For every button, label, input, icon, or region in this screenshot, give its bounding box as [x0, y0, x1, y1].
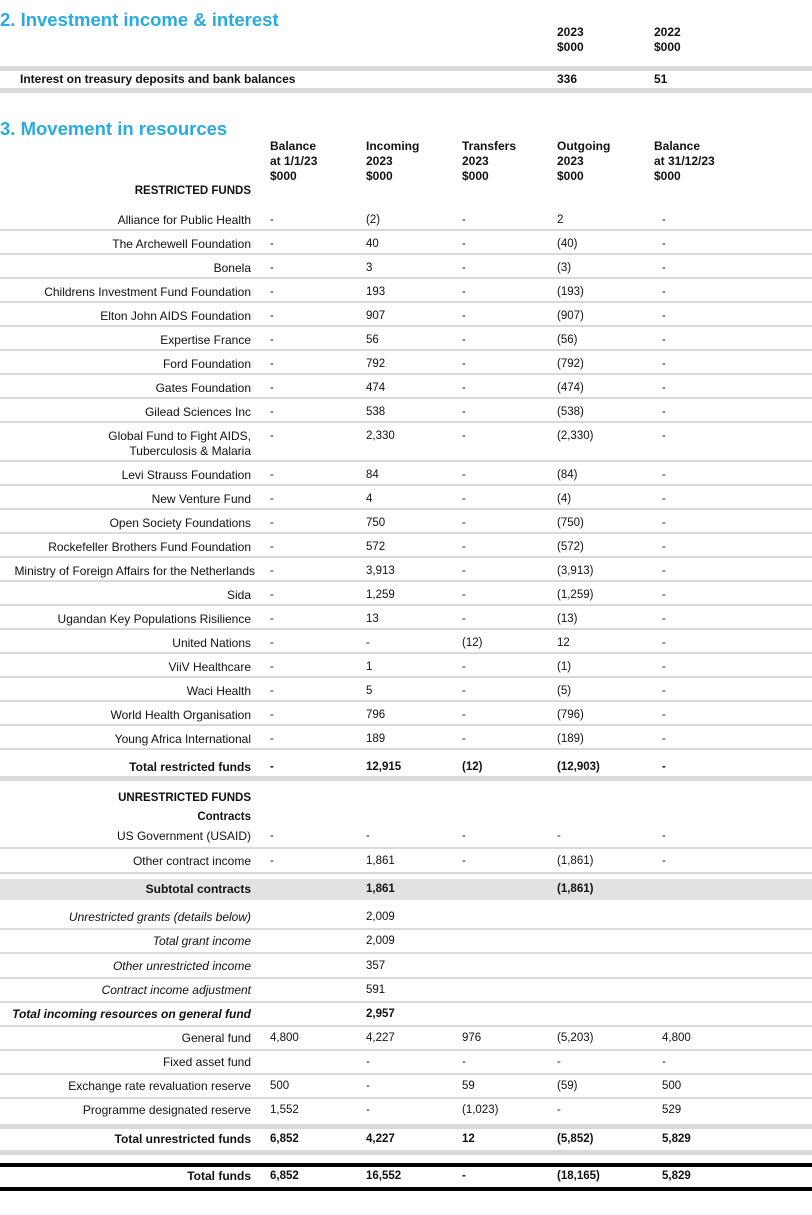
- contract-row-divider: [0, 847, 812, 849]
- restricted-row-divider: [0, 373, 812, 375]
- value-cell: 2,330: [366, 430, 395, 442]
- header-text: $000: [557, 169, 584, 183]
- contract-row-label: Other contract income: [132, 854, 251, 868]
- restricted-row-label: Ford Foundation: [162, 357, 251, 371]
- value-cell: -: [462, 286, 466, 298]
- value-cell: (4): [557, 493, 572, 505]
- restricted-row-divider: [0, 484, 812, 486]
- value-cell: 12,915: [366, 761, 402, 773]
- header-text: Transfers: [462, 139, 517, 153]
- value-cell: (5,852): [557, 1133, 594, 1145]
- restricted-total-label: Total restricted funds: [129, 760, 251, 774]
- restricted-row-label: Elton John AIDS Foundation: [100, 309, 251, 323]
- value-cell: 193: [366, 286, 386, 298]
- value-cell: 500: [662, 1080, 682, 1092]
- restricted-row-label: Waci Health: [186, 684, 251, 698]
- value-cell: -: [462, 334, 466, 346]
- col-2022-header: [654, 25, 681, 55]
- value-cell: (474): [557, 382, 584, 394]
- value-cell: -: [366, 1080, 370, 1092]
- restricted-row-label: Childrens Investment Fund Foundation: [44, 285, 251, 299]
- value-cell: 792: [366, 358, 386, 370]
- value-cell: -: [462, 238, 466, 250]
- value-cell: -: [557, 1104, 561, 1116]
- restricted-row-label: The Archewell Foundation: [112, 237, 251, 251]
- value-cell: 474: [366, 382, 386, 394]
- value-cell: 40: [366, 238, 379, 250]
- value-cell: (5,203): [557, 1032, 594, 1044]
- value-cell: -: [270, 761, 274, 773]
- value-cell: (1,861): [557, 883, 594, 895]
- value-cell: -: [270, 286, 274, 298]
- interest-2022-value: 51: [654, 72, 668, 86]
- value-cell: -: [662, 430, 666, 442]
- value-cell: -: [462, 733, 466, 745]
- value-cell: (1,259): [557, 589, 594, 601]
- value-cell: -: [270, 733, 274, 745]
- value-cell: -: [662, 493, 666, 505]
- restricted-row-label: New Venture Fund: [151, 492, 251, 506]
- total-funds-top-rule: [0, 1163, 812, 1167]
- value-cell: 16,552: [366, 1170, 402, 1182]
- restricted-row-label: Rockefeller Brothers Fund Foundation: [48, 540, 251, 554]
- restricted-row-divider: [0, 532, 812, 534]
- value-cell: (907): [557, 310, 584, 322]
- restricted-row-divider: [0, 580, 812, 582]
- value-cell: (40): [557, 238, 578, 250]
- value-cell: -: [662, 382, 666, 394]
- restricted-row-divider: [0, 421, 812, 423]
- value-cell: (1,023): [462, 1104, 499, 1116]
- value-cell: -: [662, 358, 666, 370]
- value-cell: 1,552: [270, 1104, 299, 1116]
- value-cell: -: [557, 1056, 561, 1068]
- restricted-row-divider: [0, 229, 812, 231]
- value-cell: (3,913): [557, 565, 594, 577]
- value-cell: -: [462, 709, 466, 721]
- value-cell: -: [662, 310, 666, 322]
- header-text: $000: [654, 169, 681, 183]
- grant-row-label: Total incoming resources on general fund: [12, 1007, 251, 1021]
- value-cell: -: [366, 1104, 370, 1116]
- restricted-row-label: Open Society Foundations: [109, 516, 251, 530]
- col-2022-unit: $000: [654, 40, 681, 54]
- value-cell: -: [270, 589, 274, 601]
- restricted-row-label: Bonela: [213, 261, 251, 275]
- value-cell: 6,852: [270, 1170, 299, 1182]
- header-text: 2023: [366, 154, 393, 168]
- fund-row-label: Exchange rate revaluation reserve: [68, 1079, 251, 1093]
- value-cell: -: [662, 830, 666, 842]
- contracts-heading: Contracts: [197, 811, 251, 823]
- value-cell: -: [462, 1056, 466, 1068]
- header-balance-start: [270, 139, 317, 184]
- grant-row-divider: [0, 928, 812, 930]
- value-cell: 56: [366, 334, 379, 346]
- restricted-row-label: Gates Foundation: [155, 381, 251, 395]
- grant-row-label: Contract income adjustment: [101, 983, 251, 997]
- section-2-top-rule: [0, 66, 812, 71]
- value-cell: -: [462, 430, 466, 442]
- grant-row-label: Unrestricted grants (details below): [68, 910, 251, 924]
- fund-row-divider: [0, 1049, 812, 1051]
- value-cell: 6,852: [270, 1133, 299, 1145]
- header-incoming: [366, 139, 419, 184]
- value-cell: -: [270, 469, 274, 481]
- fund-row-label: Programme designated reserve: [82, 1103, 251, 1117]
- value-cell: -: [662, 589, 666, 601]
- value-cell: -: [662, 761, 666, 773]
- restricted-row-divider: [0, 628, 812, 630]
- value-cell: 907: [366, 310, 386, 322]
- unrestricted-total-label: Total unrestricted funds: [114, 1132, 251, 1146]
- unrestricted-funds-heading: UNRESTRICTED FUNDS: [118, 792, 251, 804]
- value-cell: -: [270, 613, 274, 625]
- value-cell: 13: [366, 613, 379, 625]
- value-cell: -: [270, 406, 274, 418]
- value-cell: -: [270, 214, 274, 226]
- value-cell: 4,227: [366, 1032, 395, 1044]
- value-cell: -: [462, 541, 466, 553]
- value-cell: -: [662, 238, 666, 250]
- value-cell: (59): [557, 1080, 578, 1092]
- value-cell: (12): [462, 637, 483, 649]
- restricted-row-label: Levi Strauss Foundation: [121, 468, 251, 482]
- restricted-row-label: Expertise France: [160, 333, 251, 347]
- value-cell: -: [270, 565, 274, 577]
- value-cell: -: [270, 238, 274, 250]
- header-text: $000: [462, 169, 489, 183]
- value-cell: 2,957: [366, 1008, 395, 1020]
- value-cell: 5: [366, 685, 373, 697]
- value-cell: -: [662, 661, 666, 673]
- restricted-row-divider: [0, 277, 812, 279]
- restricted-funds-heading: RESTRICTED FUNDS: [134, 185, 251, 197]
- value-cell: -: [662, 262, 666, 274]
- value-cell: (792): [557, 358, 584, 370]
- value-cell: -: [462, 589, 466, 601]
- col-2022-year: 2022: [654, 25, 681, 39]
- header-text: 2023: [557, 154, 584, 168]
- value-cell: (2): [366, 214, 381, 226]
- restricted-row-divider: [0, 700, 812, 702]
- contract-row-divider: [0, 872, 812, 874]
- restricted-row-divider: [0, 676, 812, 678]
- value-cell: -: [462, 358, 466, 370]
- value-cell: (189): [557, 733, 584, 745]
- value-cell: -: [662, 517, 666, 529]
- restricted-row-label: Ugandan Key Populations Risilience: [57, 612, 251, 626]
- value-cell: -: [662, 855, 666, 867]
- value-cell: -: [366, 1056, 370, 1068]
- value-cell: 500: [270, 1080, 290, 1092]
- value-cell: 4,800: [270, 1032, 299, 1044]
- restricted-row-divider: [0, 349, 812, 351]
- restricted-row-label: Global Fund to Fight AIDS,: [108, 429, 251, 443]
- restricted-row-divider: [0, 604, 812, 606]
- value-cell: (1): [557, 661, 572, 673]
- restricted-row-label: Alliance for Public Health: [117, 213, 251, 227]
- fund-rows-bottom-rule: [0, 1124, 812, 1129]
- col-2023-year: 2023: [557, 25, 584, 39]
- value-cell: -: [662, 286, 666, 298]
- value-cell: -: [462, 214, 466, 226]
- value-cell: -: [462, 406, 466, 418]
- section-3-title: 3. Movement in resources: [0, 118, 228, 139]
- section-2-title: 2. Investment income & interest: [0, 9, 279, 30]
- header-text: 2023: [462, 154, 489, 168]
- total-funds-bottom-rule: [0, 1187, 812, 1191]
- restricted-row-divider: [0, 253, 812, 255]
- value-cell: (56): [557, 334, 578, 346]
- value-cell: -: [462, 469, 466, 481]
- restricted-row-divider: [0, 460, 812, 462]
- unrestricted-total-rule: [0, 1150, 812, 1155]
- value-cell: 591: [366, 984, 386, 996]
- value-cell: -: [270, 637, 274, 649]
- value-cell: -: [462, 262, 466, 274]
- value-cell: -: [366, 830, 370, 842]
- contract-row-label: US Government (USAID): [116, 829, 251, 843]
- value-cell: (193): [557, 286, 584, 298]
- value-cell: (572): [557, 541, 584, 553]
- value-cell: -: [662, 334, 666, 346]
- value-cell: -: [462, 613, 466, 625]
- value-cell: 572: [366, 541, 386, 553]
- col-2023-unit: $000: [557, 40, 584, 54]
- value-cell: 1: [366, 661, 373, 673]
- fund-row-label: General fund: [181, 1031, 251, 1045]
- grant-row-label: Other unrestricted income: [112, 959, 251, 973]
- fund-row-divider: [0, 1073, 812, 1075]
- restricted-row-divider: [0, 724, 812, 726]
- value-cell: -: [270, 310, 274, 322]
- value-cell: 59: [462, 1080, 475, 1092]
- value-cell: -: [270, 661, 274, 673]
- total-funds-label: Total funds: [187, 1169, 251, 1183]
- value-cell: 189: [366, 733, 386, 745]
- header-text: Balance: [270, 139, 317, 153]
- value-cell: (3): [557, 262, 572, 274]
- restricted-row-label: Sida: [226, 588, 251, 602]
- value-cell: 2,009: [366, 935, 395, 947]
- value-cell: 3,913: [366, 565, 395, 577]
- value-cell: -: [270, 382, 274, 394]
- header-text: Outgoing: [557, 139, 611, 153]
- value-cell: -: [462, 493, 466, 505]
- restricted-row-divider: [0, 556, 812, 558]
- value-cell: -: [366, 637, 370, 649]
- restricted-row-label-cont: Tuberculosis & Malaria: [129, 444, 251, 458]
- value-cell: -: [462, 565, 466, 577]
- grant-row-divider: [0, 1025, 812, 1027]
- header-outgoing: [557, 139, 610, 184]
- value-cell: -: [270, 430, 274, 442]
- fund-row-label: Fixed asset fund: [162, 1055, 251, 1069]
- value-cell: 357: [366, 960, 386, 972]
- value-cell: (13): [557, 613, 578, 625]
- value-cell: -: [270, 855, 274, 867]
- value-cell: -: [270, 334, 274, 346]
- header-text: Incoming: [366, 139, 420, 153]
- value-cell: -: [662, 613, 666, 625]
- value-cell: (796): [557, 709, 584, 721]
- value-cell: -: [462, 685, 466, 697]
- value-cell: 2: [557, 214, 564, 226]
- value-cell: -: [270, 517, 274, 529]
- restricted-row-label: United Nations: [172, 636, 251, 650]
- value-cell: -: [662, 214, 666, 226]
- value-cell: -: [662, 1056, 666, 1068]
- value-cell: (18,165): [557, 1170, 600, 1182]
- value-cell: -: [270, 830, 274, 842]
- value-cell: 750: [366, 517, 386, 529]
- header-text: at 1/1/23: [270, 154, 318, 168]
- value-cell: -: [270, 493, 274, 505]
- value-cell: 12: [462, 1133, 475, 1145]
- value-cell: 529: [662, 1104, 682, 1116]
- value-cell: -: [662, 406, 666, 418]
- value-cell: (84): [557, 469, 578, 481]
- grant-row-divider: [0, 952, 812, 954]
- value-cell: -: [270, 358, 274, 370]
- value-cell: -: [462, 517, 466, 529]
- value-cell: 4,800: [662, 1032, 691, 1044]
- subtotal-contracts-label: Subtotal contracts: [145, 882, 251, 896]
- value-cell: -: [270, 685, 274, 697]
- value-cell: 4: [366, 493, 373, 505]
- value-cell: -: [270, 709, 274, 721]
- value-cell: -: [462, 830, 466, 842]
- header-text: Balance: [654, 139, 701, 153]
- value-cell: -: [662, 685, 666, 697]
- value-cell: -: [462, 310, 466, 322]
- header-balance-end: [654, 139, 715, 184]
- value-cell: 84: [366, 469, 379, 481]
- value-cell: -: [662, 637, 666, 649]
- value-cell: (12,903): [557, 761, 600, 773]
- value-cell: 4,227: [366, 1133, 395, 1145]
- value-cell: -: [662, 709, 666, 721]
- section-2-bottom-rule: [0, 88, 812, 93]
- value-cell: 2,009: [366, 911, 395, 923]
- value-cell: -: [462, 855, 466, 867]
- header-text: $000: [270, 169, 297, 183]
- restricted-row-divider: [0, 508, 812, 510]
- grant-row-divider: [0, 1001, 812, 1003]
- value-cell: -: [662, 733, 666, 745]
- restricted-row-divider: [0, 748, 812, 750]
- value-cell: (12): [462, 761, 483, 773]
- restricted-row-divider: [0, 325, 812, 327]
- value-cell: 538: [366, 406, 386, 418]
- restricted-row-label: Gilead Sciences Inc: [144, 405, 251, 419]
- header-transfers: [462, 139, 516, 184]
- value-cell: -: [270, 541, 274, 553]
- interest-row-label: Interest on treasury deposits and bank balances: [20, 72, 296, 86]
- interest-2023-value: 336: [557, 72, 578, 86]
- value-cell: -: [662, 565, 666, 577]
- restricted-row-label: ViiV Healthcare: [168, 660, 251, 674]
- restricted-row-label: Ministry of Foreign Affairs for the Netherlands: [14, 564, 255, 578]
- col-2023-header: [557, 25, 584, 55]
- restricted-row-divider: [0, 397, 812, 399]
- value-cell: 12: [557, 637, 570, 649]
- header-text: $000: [366, 169, 393, 183]
- value-cell: (5): [557, 685, 572, 697]
- fund-row-divider: [0, 1097, 812, 1099]
- value-cell: 1,861: [366, 883, 395, 895]
- value-cell: 976: [462, 1032, 482, 1044]
- value-cell: 796: [366, 709, 386, 721]
- header-text: at 31/12/23: [654, 154, 715, 168]
- value-cell: (750): [557, 517, 584, 529]
- grant-row-divider: [0, 977, 812, 979]
- value-cell: 1,259: [366, 589, 395, 601]
- value-cell: 1,861: [366, 855, 395, 867]
- value-cell: -: [270, 262, 274, 274]
- value-cell: -: [662, 469, 666, 481]
- restricted-row-divider: [0, 301, 812, 303]
- value-cell: (538): [557, 406, 584, 418]
- value-cell: (2,330): [557, 430, 594, 442]
- value-cell: -: [557, 830, 561, 842]
- restricted-row-label: Young Africa International: [114, 732, 251, 746]
- value-cell: -: [462, 661, 466, 673]
- value-cell: 3: [366, 262, 373, 274]
- restricted-row-divider: [0, 652, 812, 654]
- value-cell: -: [462, 1170, 466, 1182]
- value-cell: -: [662, 541, 666, 553]
- restricted-row-label: World Health Organisation: [110, 708, 251, 722]
- value-cell: 5,829: [662, 1133, 691, 1145]
- value-cell: (1,861): [557, 855, 594, 867]
- restricted-total-rule: [0, 776, 812, 781]
- value-cell: -: [462, 382, 466, 394]
- value-cell: 5,829: [662, 1170, 691, 1182]
- grant-row-label: Total grant income: [152, 934, 251, 948]
